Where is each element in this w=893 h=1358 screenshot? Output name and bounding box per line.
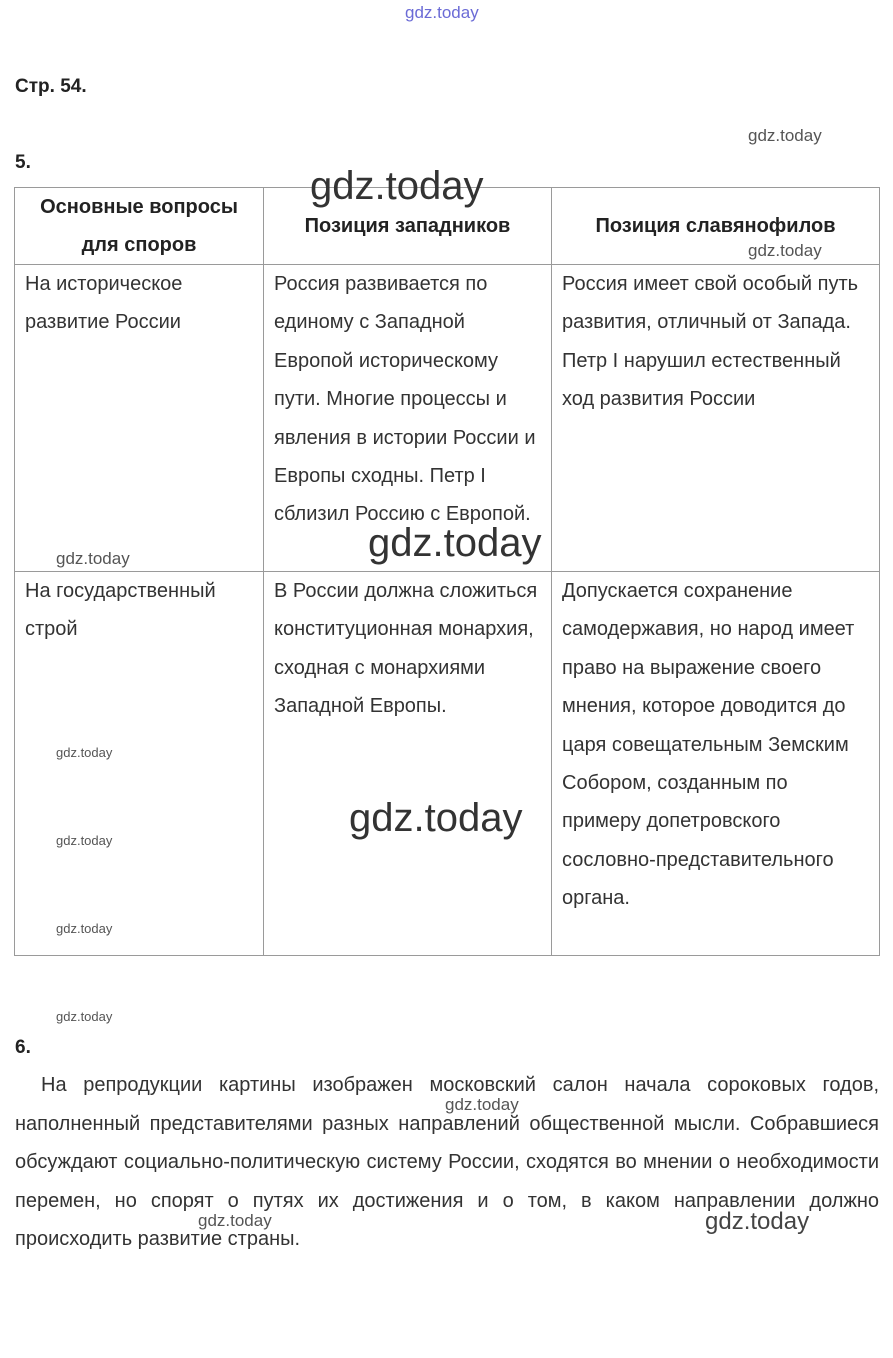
watermark: gdz.today <box>56 549 130 568</box>
watermark: gdz.today <box>748 126 822 145</box>
watermark: gdz.today <box>405 3 479 22</box>
watermark: gdz.today <box>56 833 113 848</box>
watermark: gdz.today <box>445 1095 519 1114</box>
task-5-number: 5. <box>15 152 31 173</box>
cell-westernizers: Россия развивается по единому с Западной Европой историческому пути. Многие процессы и явления в истории России и Европы сходны. Петр I сблизил Россию с Европой. <box>264 265 552 572</box>
watermark: gdz.today <box>198 1211 272 1230</box>
watermark: gdz.today <box>56 921 113 936</box>
watermark: gdz.today <box>56 1009 113 1024</box>
header-questions: Основные вопросы для споров <box>15 188 264 265</box>
page-reference: Стр. 54. <box>15 76 87 97</box>
header-slavophiles: Позиция славянофилов <box>552 188 880 265</box>
watermark: gdz.today <box>56 745 113 760</box>
cell-slavophiles: Допускается сохранение самодержавия, но народ имеет право на выражение своего мнения, которое доводится до царя совещательным Земским Собором, созданным по примеру допетровского сословно-представительного органа. <box>552 572 880 956</box>
table-row <box>15 572 880 956</box>
watermark: gdz.today <box>310 164 484 208</box>
watermark: gdz.today <box>368 521 542 565</box>
cell-westernizers: В России должна сложиться конституционная монархия, сходная с монархиями Западной Европы. <box>264 572 552 956</box>
header-westernizers: Позиция западников <box>264 188 552 265</box>
task-6-number: 6. <box>15 1037 31 1058</box>
watermark: gdz.today <box>705 1208 810 1235</box>
watermark: gdz.today <box>349 796 523 840</box>
cell-question: На историческое развитие России <box>15 265 264 572</box>
comparison-table <box>14 187 880 956</box>
watermark: gdz.today <box>748 241 822 260</box>
cell-slavophiles: Россия имеет свой особый путь развития, отличный от Запада. Петр I нарушил естественный ход развития России <box>552 265 880 572</box>
task-6-paragraph: На репродукции картины изображен московский салон начала сороковых годов, наполненный представителями разных направлений общественной мысли. Собравшиеся обсуждают социально-политическую систему России, сходятся во мнении о необходимости перемен, но спорят о путях их достижения и о том, в каком направлении должно происходить развитие страны. <box>15 1074 879 1250</box>
cell-question: На государственный строй <box>15 572 264 956</box>
